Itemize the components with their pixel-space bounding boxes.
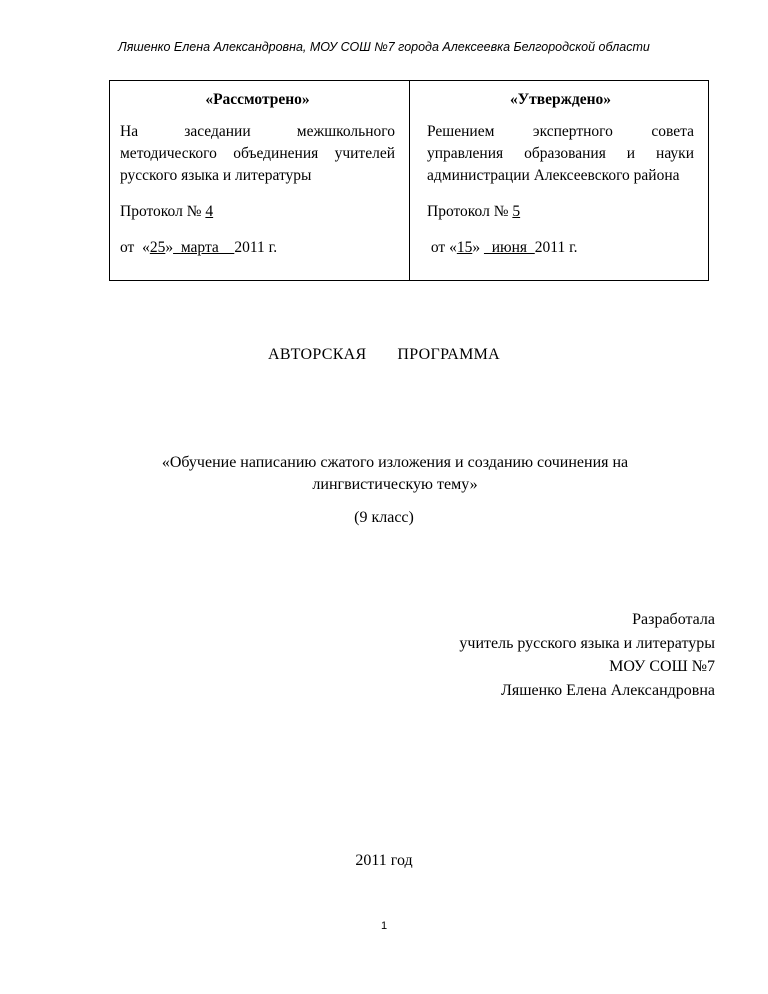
approved-body: Решением экспертного совета управления образования и науки администрации Алексеевского района [427, 123, 694, 184]
document-title: АВТОРСКАЯ ПРОГРАММА [268, 346, 500, 363]
approval-approved-column [409, 81, 708, 280]
approved-protocol-label: Протокол № [427, 203, 513, 220]
author-block [459, 608, 715, 702]
approved-date-mid: » [472, 239, 484, 256]
reviewed-date-month: марта [173, 239, 235, 256]
reviewed-date-day: 25 [149, 239, 166, 256]
page-header: Ляшенко Елена Александровна, МОУ СОШ №7 города Алексеевка Белгородской области [118, 40, 650, 54]
program-title: «Обучение написанию сжатого изложения и созданию сочинения на лингвистическую тему» [161, 454, 629, 493]
author-position: учитель русского языка и литературы [459, 634, 715, 652]
reviewed-body: На заседании межшкольного методического объединения учителей русского языка и литературы [120, 123, 395, 184]
reviewed-protocol [120, 201, 395, 223]
reviewed-date-prefix: от « [120, 239, 150, 256]
approval-reviewed-column [110, 81, 409, 280]
reviewed-date-mid: » [165, 239, 174, 256]
reviewed-protocol-label: Протокол № [120, 203, 206, 220]
author-name: Ляшенко Елена Александровна [500, 681, 715, 699]
reviewed-date [120, 237, 395, 259]
approved-date-day: 15 [456, 239, 473, 256]
approval-table [109, 80, 709, 281]
approved-date-prefix: от « [427, 239, 457, 256]
author-school: МОУ СОШ №7 [609, 658, 715, 675]
author-developed-label: Разработала [632, 611, 715, 628]
approved-date [427, 237, 694, 259]
page-number: 1 [380, 920, 388, 932]
grade-label: (9 класс) [354, 509, 414, 526]
reviewed-date-year: 2011 г. [234, 239, 278, 256]
document-year: 2011 год [355, 852, 413, 869]
reviewed-protocol-number: 4 [205, 203, 214, 220]
approved-title: «Утверждено» [510, 91, 611, 108]
approved-protocol-number: 5 [512, 203, 521, 220]
approved-date-year: 2011 г. [534, 239, 578, 256]
reviewed-title: «Рассмотрено» [205, 91, 310, 108]
approved-date-month: июня [483, 239, 535, 256]
approved-protocol [427, 201, 694, 223]
